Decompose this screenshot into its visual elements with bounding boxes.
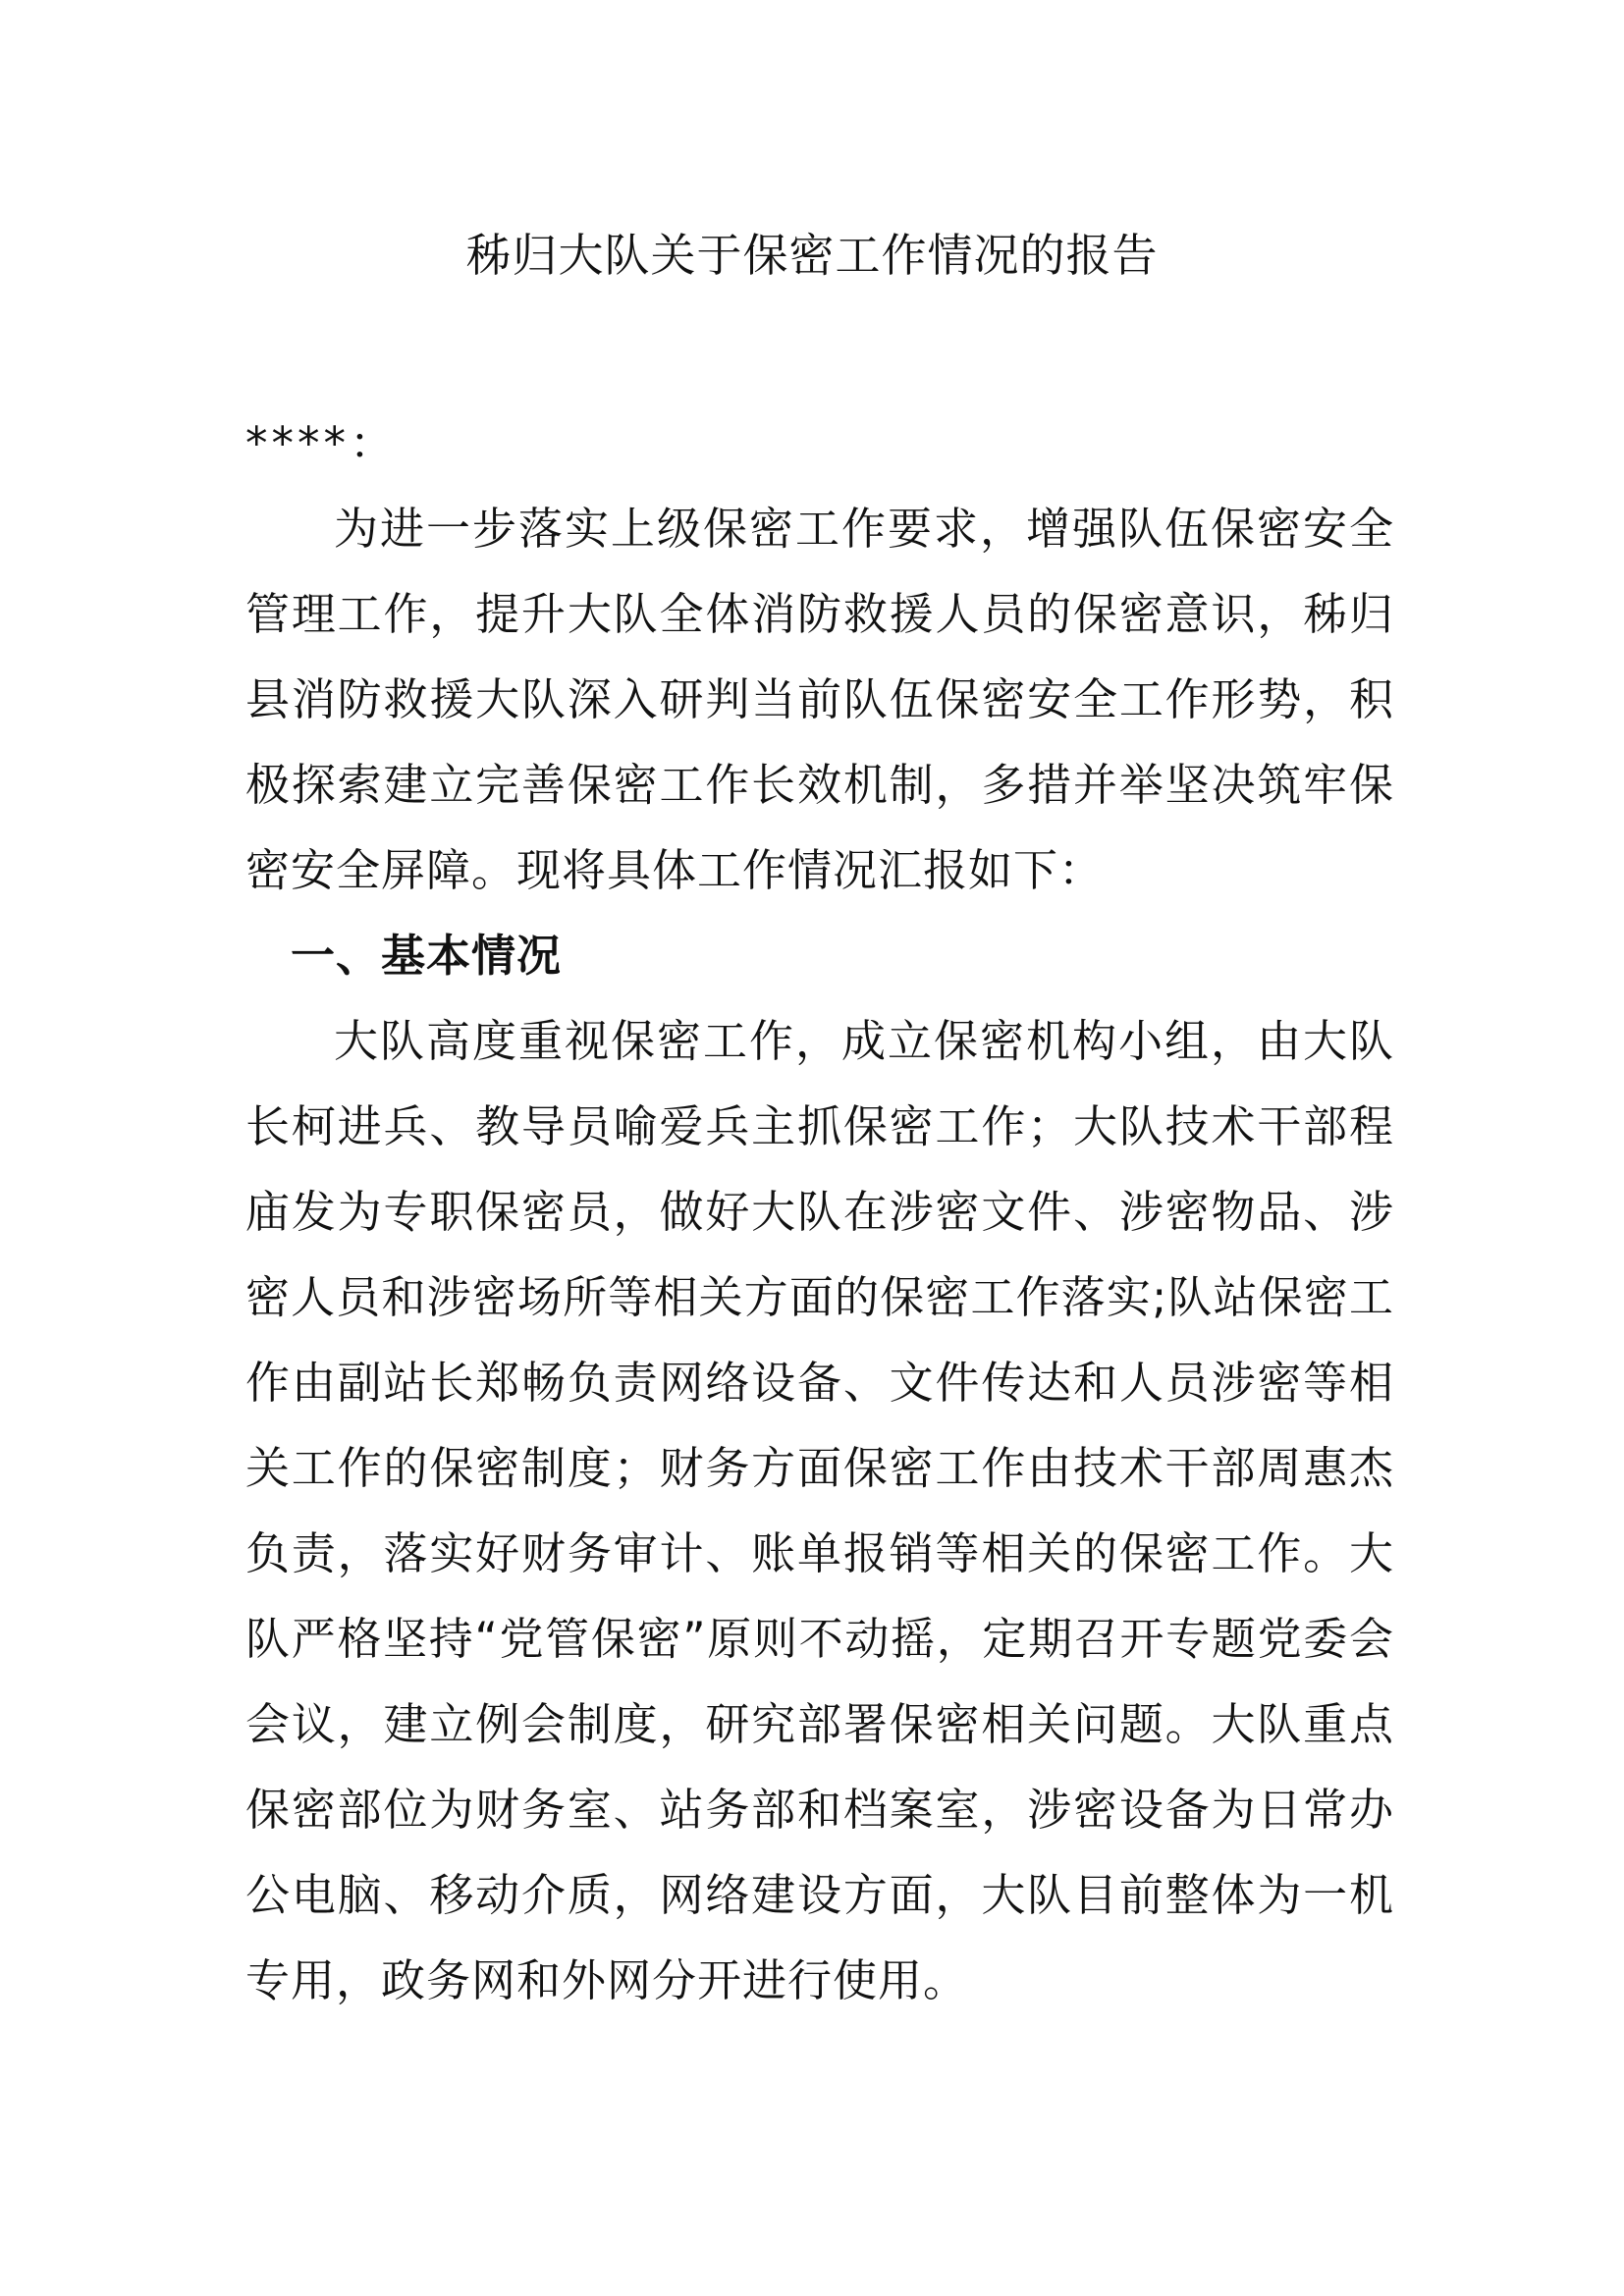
document-body bbox=[245, 400, 1394, 2023]
intro-paragraph: 为进一步落实上级保密工作要求，增强队伍保密安全管理工作，提升大队全体消防救援人员的保密意识，秭归县消防救援大队深入研判当前队伍保密安全工作形势，积极探索建立完善保密工作长效机制，多措并举坚决筑牢保密安全屏障。现将具体工作情况汇报如下： bbox=[245, 503, 1394, 896]
document-title: 秭归大队关于保密工作情况的报告 bbox=[465, 229, 1159, 282]
salutation: ****： bbox=[245, 417, 399, 469]
section-heading-basic-situation: 一、基本情况 bbox=[291, 930, 563, 982]
basic-situation-paragraph: 大队高度重视保密工作，成立保密机构小组，由大队长柯进兵、教导员喻爱兵主抓保密工作；大队技术干部程庙发为专职保密员，做好大队在涉密文件、涉密物品、涉密人员和涉密场所等相关方面的保密工作落实;队站保密工作由副站长郑畅负责网络设备、文件传达和人员涉密等相关工作的保密制度；财务方面保密工作由技术干部周惠杰负责，落实好财务审计、账单报销等相关的保密工作。大队严格坚持“党管保密”原则不动摇，定期召开专题党委会会议，建立例会制度，研究部署保密相关问题。大队重点保密部位为财务室、站务部和档案室，涉密设备为日常办公电脑、移动介质，网络建设方面，大队目前整体为一机专用，政务网和外网分开进行使用。 bbox=[245, 1015, 1394, 2006]
